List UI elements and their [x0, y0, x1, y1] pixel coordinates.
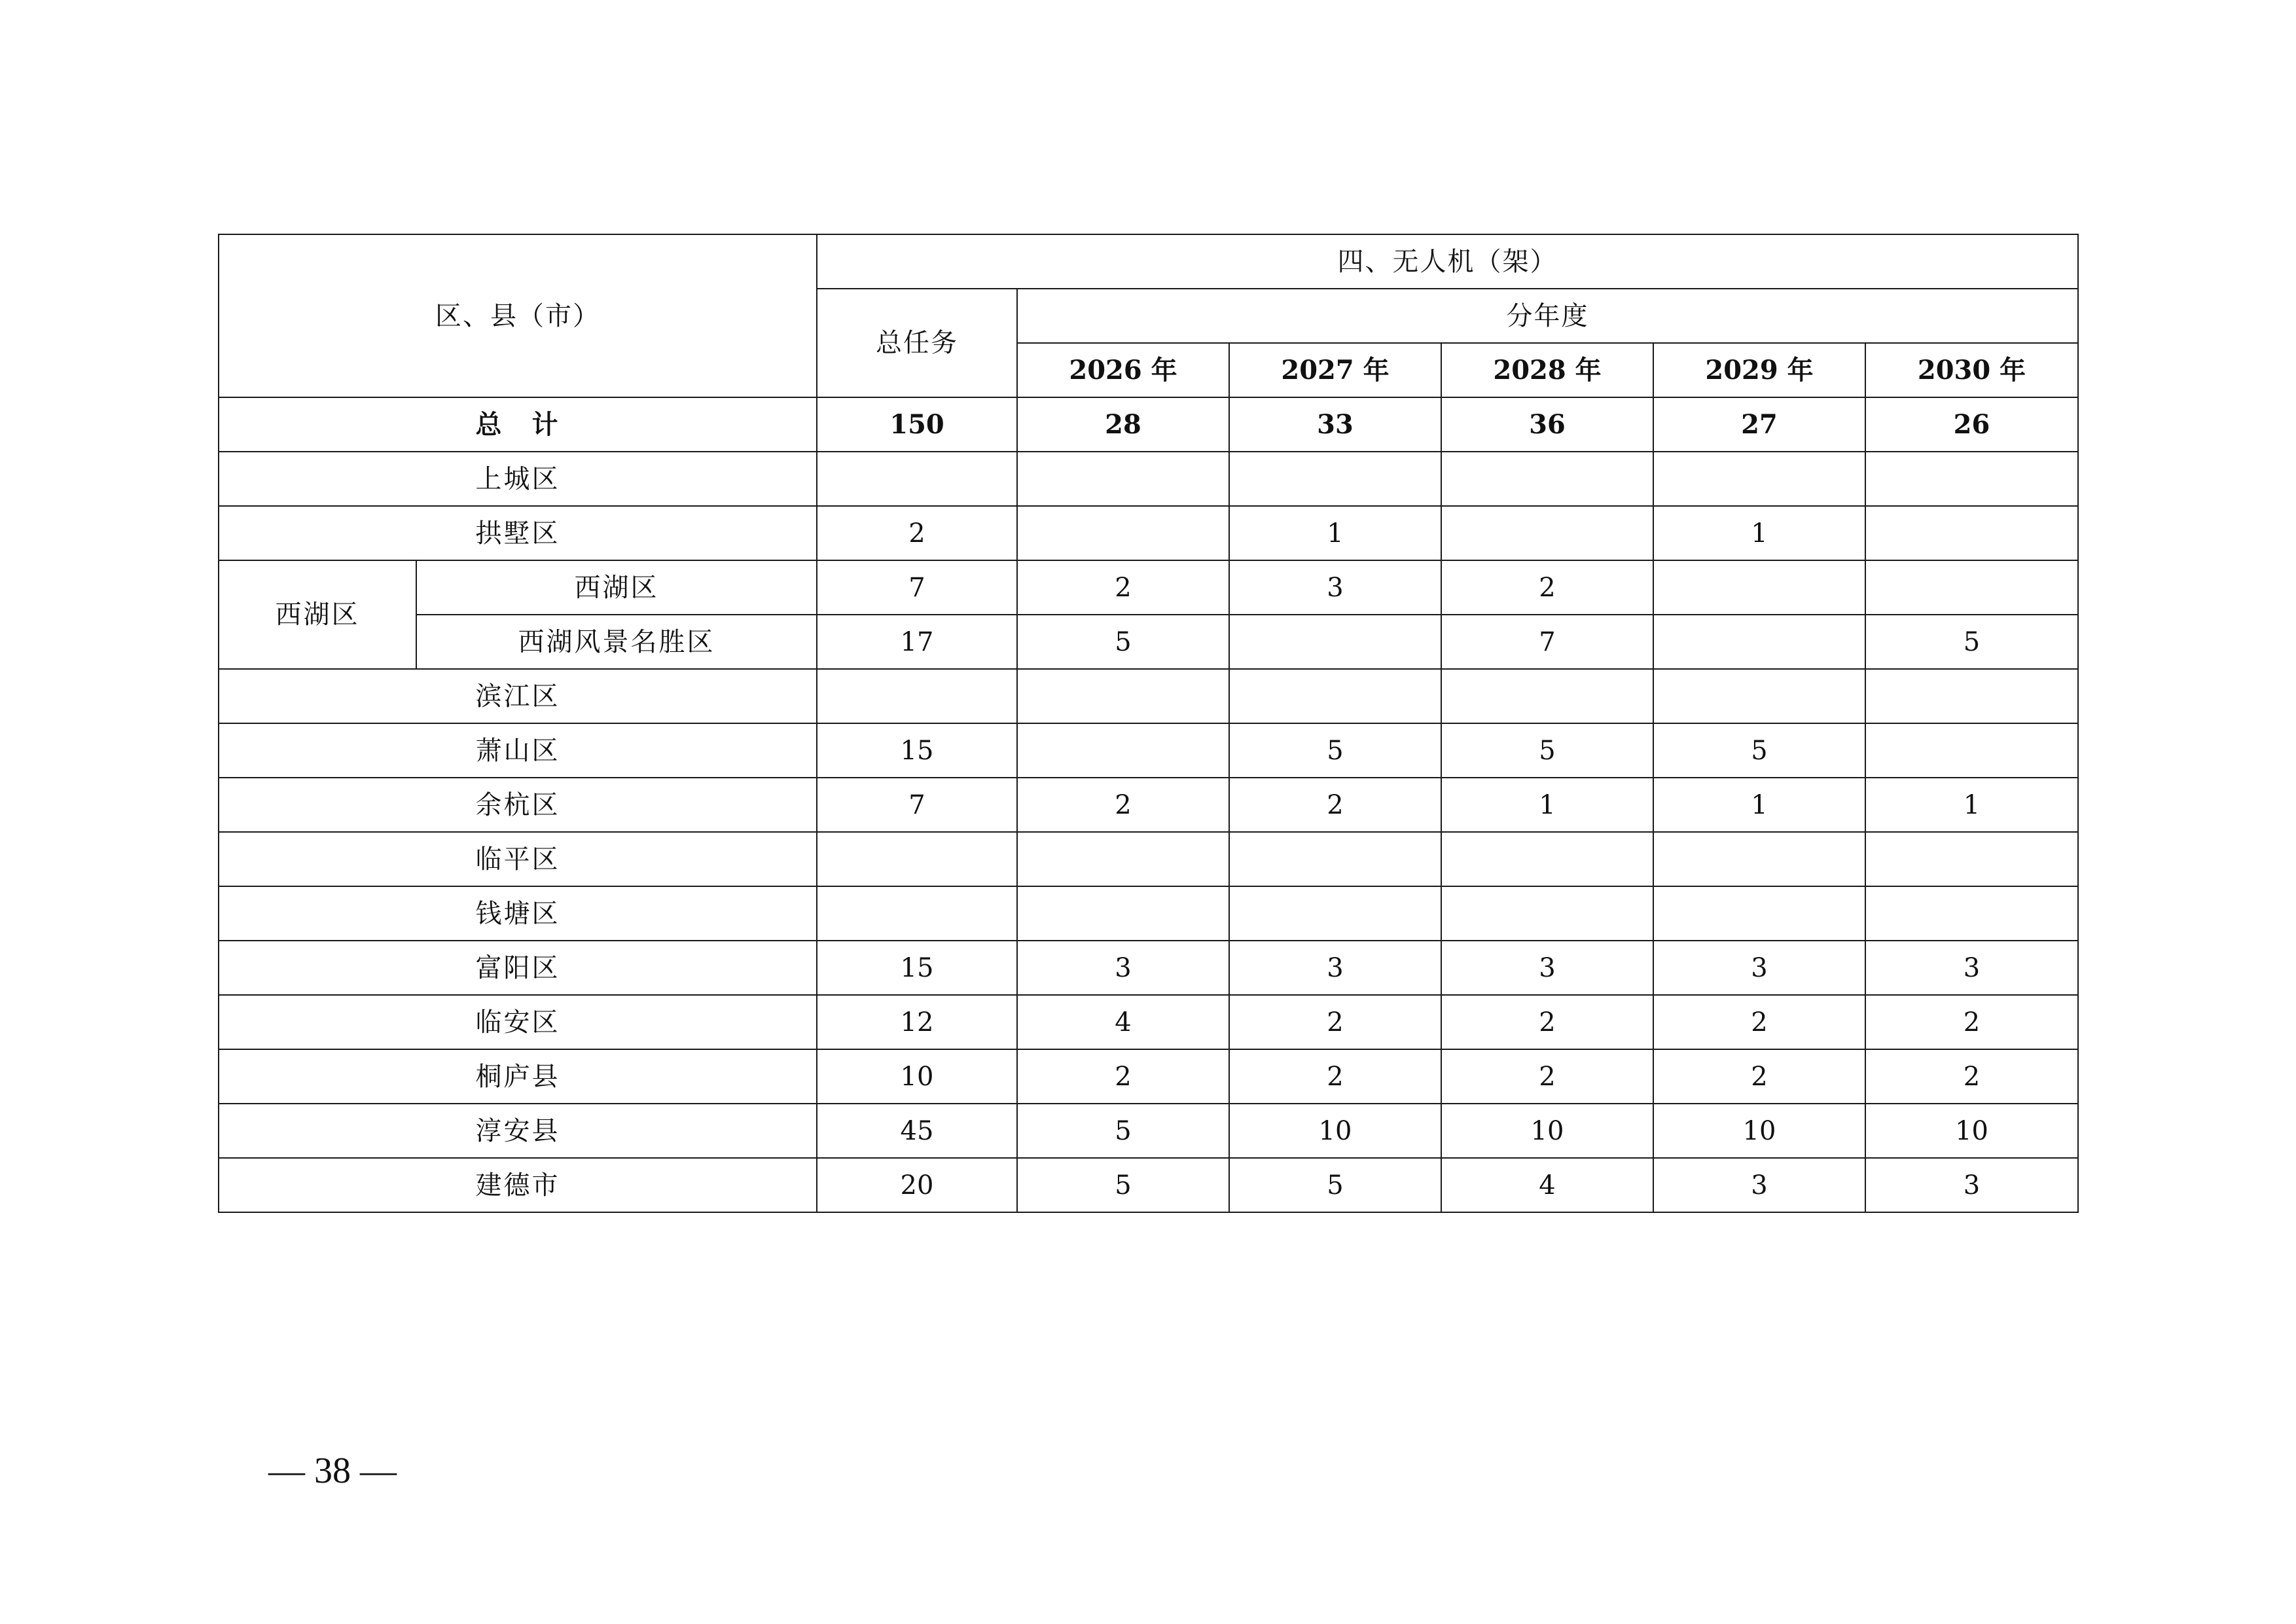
value-cell [1441, 669, 1653, 723]
value-cell [1653, 886, 1865, 941]
value-cell [1441, 452, 1653, 506]
value-cell: 5 [1441, 723, 1653, 778]
total-value: 36 [1441, 397, 1653, 452]
value-cell [1017, 452, 1229, 506]
value-cell: 1 [1865, 778, 2078, 832]
value-cell [817, 452, 1017, 506]
value-cell: 2 [817, 506, 1017, 560]
value-cell [1653, 560, 1865, 615]
value-cell: 3 [1653, 1158, 1865, 1212]
value-cell: 2 [1441, 560, 1653, 615]
value-cell: 4 [1441, 1158, 1653, 1212]
value-cell [1865, 832, 2078, 886]
value-cell: 10 [1865, 1104, 2078, 1158]
total-task-header: 总任务 [817, 289, 1017, 397]
value-cell: 45 [817, 1104, 1017, 1158]
drone-group-header: 四、无人机（架） [817, 234, 2078, 289]
value-cell [1017, 669, 1229, 723]
value-cell: 2 [1441, 995, 1653, 1049]
table-row [219, 995, 2078, 1049]
total-label: 总 计 [219, 397, 817, 452]
value-cell [1653, 669, 1865, 723]
district-name-cell: 淳安县 [219, 1104, 817, 1158]
value-cell: 3 [1229, 560, 1441, 615]
value-cell [1017, 886, 1229, 941]
by-year-header: 分年度 [1017, 289, 2078, 343]
value-cell: 2 [1865, 995, 2078, 1049]
value-cell: 5 [1017, 615, 1229, 669]
value-cell: 5 [1017, 1104, 1229, 1158]
value-cell: 15 [817, 723, 1017, 778]
value-cell [1441, 832, 1653, 886]
value-cell: 3 [1653, 941, 1865, 995]
parent-district-cell: 西湖区 [219, 560, 416, 669]
value-cell [1865, 669, 2078, 723]
district-name-cell: 余杭区 [219, 778, 817, 832]
table-row [219, 1049, 2078, 1104]
district-name-cell: 萧山区 [219, 723, 817, 778]
table-row [219, 615, 2078, 669]
table-row [219, 886, 2078, 941]
district-name-cell: 拱墅区 [219, 506, 817, 560]
table-row [219, 832, 2078, 886]
value-cell [1229, 669, 1441, 723]
value-cell [1441, 886, 1653, 941]
value-cell: 4 [1017, 995, 1229, 1049]
value-cell [1017, 832, 1229, 886]
value-cell [1865, 506, 2078, 560]
table-row [219, 941, 2078, 995]
year-header: 2026 年 [1017, 343, 1229, 397]
value-cell: 2 [1865, 1049, 2078, 1104]
year-header: 2029 年 [1653, 343, 1865, 397]
value-cell: 2 [1229, 1049, 1441, 1104]
value-cell [817, 886, 1017, 941]
value-cell [817, 669, 1017, 723]
total-row [219, 397, 2078, 452]
year-header: 2030 年 [1865, 343, 2078, 397]
value-cell: 3 [1229, 941, 1441, 995]
district-name-cell: 临安区 [219, 995, 817, 1049]
value-cell: 2 [1017, 560, 1229, 615]
value-cell [1865, 560, 2078, 615]
value-cell: 2 [1017, 778, 1229, 832]
value-cell: 7 [817, 778, 1017, 832]
value-cell: 3 [1017, 941, 1229, 995]
value-cell [1229, 886, 1441, 941]
value-cell: 5 [1017, 1158, 1229, 1212]
header-row-1 [219, 234, 2078, 289]
value-cell: 7 [817, 560, 1017, 615]
value-cell: 20 [817, 1158, 1017, 1212]
district-name-cell: 上城区 [219, 452, 817, 506]
value-cell [1229, 832, 1441, 886]
page-number: — 38 — [268, 1451, 397, 1491]
value-cell: 3 [1865, 1158, 2078, 1212]
value-cell: 2 [1229, 778, 1441, 832]
value-cell: 1 [1653, 778, 1865, 832]
value-cell [1653, 452, 1865, 506]
value-cell: 10 [1653, 1104, 1865, 1158]
value-cell: 10 [1441, 1104, 1653, 1158]
value-cell: 15 [817, 941, 1017, 995]
value-cell: 3 [1865, 941, 2078, 995]
value-cell: 10 [817, 1049, 1017, 1104]
value-cell: 10 [1229, 1104, 1441, 1158]
value-cell [1229, 452, 1441, 506]
district-name-cell: 西湖区 [416, 560, 817, 615]
value-cell: 12 [817, 995, 1017, 1049]
table-row [219, 1158, 2078, 1212]
district-name-cell: 临平区 [219, 832, 817, 886]
value-cell [1017, 506, 1229, 560]
value-cell [1865, 452, 2078, 506]
value-cell [1229, 615, 1441, 669]
total-value: 28 [1017, 397, 1229, 452]
district-column-header: 区、县（市） [219, 234, 817, 397]
table-row [219, 669, 2078, 723]
table-row [219, 560, 2078, 615]
value-cell: 2 [1017, 1049, 1229, 1104]
table-row [219, 452, 2078, 506]
table-row [219, 1104, 2078, 1158]
table-row [219, 778, 2078, 832]
value-cell [1017, 723, 1229, 778]
district-name-cell: 钱塘区 [219, 886, 817, 941]
value-cell: 5 [1229, 1158, 1441, 1212]
total-value: 26 [1865, 397, 2078, 452]
value-cell: 5 [1229, 723, 1441, 778]
value-cell: 2 [1441, 1049, 1653, 1104]
value-cell: 1 [1441, 778, 1653, 832]
district-name-cell: 建德市 [219, 1158, 817, 1212]
value-cell: 5 [1865, 615, 2078, 669]
year-header: 2027 年 [1229, 343, 1441, 397]
district-name-cell: 滨江区 [219, 669, 817, 723]
year-header: 2028 年 [1441, 343, 1653, 397]
value-cell: 1 [1229, 506, 1441, 560]
value-cell [1653, 615, 1865, 669]
value-cell [1865, 723, 2078, 778]
value-cell [817, 832, 1017, 886]
value-cell [1865, 886, 2078, 941]
drone-task-table [218, 234, 2079, 1213]
value-cell: 2 [1653, 995, 1865, 1049]
total-value: 33 [1229, 397, 1441, 452]
value-cell: 17 [817, 615, 1017, 669]
district-name-cell: 西湖风景名胜区 [416, 615, 817, 669]
value-cell: 3 [1441, 941, 1653, 995]
value-cell: 2 [1229, 995, 1441, 1049]
value-cell: 2 [1653, 1049, 1865, 1104]
district-name-cell: 富阳区 [219, 941, 817, 995]
table-row [219, 506, 2078, 560]
value-cell [1441, 506, 1653, 560]
value-cell [1653, 832, 1865, 886]
table-row [219, 723, 2078, 778]
value-cell: 1 [1653, 506, 1865, 560]
value-cell: 7 [1441, 615, 1653, 669]
district-name-cell: 桐庐县 [219, 1049, 817, 1104]
total-value: 150 [817, 397, 1017, 452]
value-cell: 5 [1653, 723, 1865, 778]
total-value: 27 [1653, 397, 1865, 452]
